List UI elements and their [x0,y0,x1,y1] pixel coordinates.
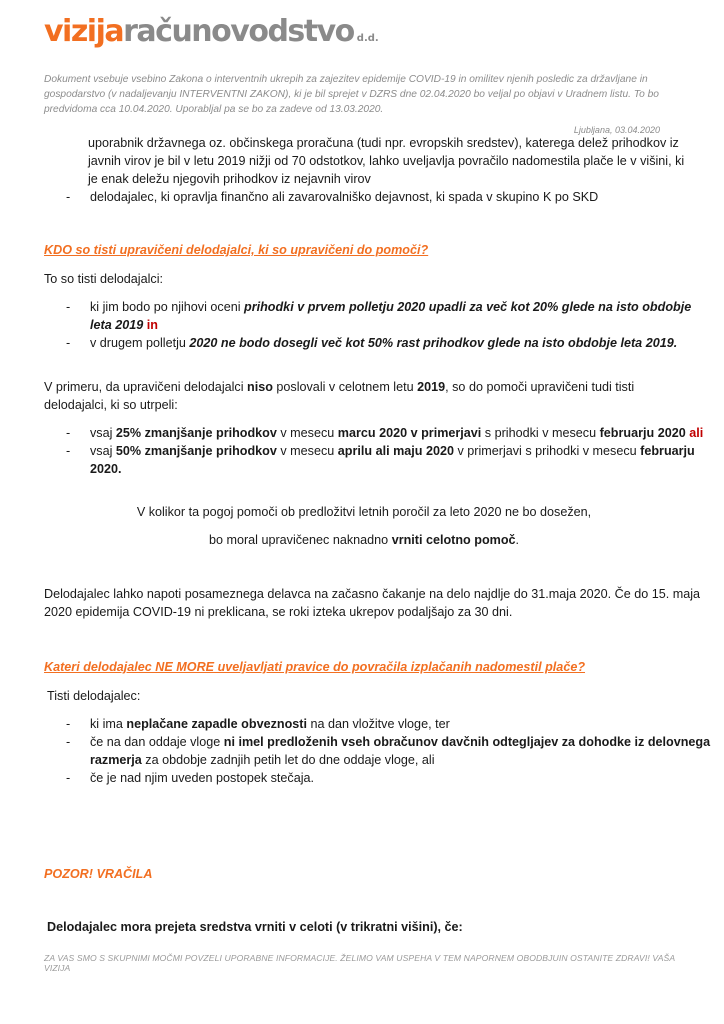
repay-condition-line-1: V kolikor ta pogoj pomoči ob predložitvi letnih poročil za leto 2020 ne bo dosežen, [136,505,592,519]
condition-bullet-1: vsaj 25% zmanjšanje prihodkov v mesecu marcu 2020 v primerjavi s prihodki v mesecu februarju 2020 ali [90,426,704,440]
eligible-bullet-1: ki jim bodo po njihovi oceni prihodki v prvem polletju 2020 upadli za več kot 20% glede na isto obdobje [90,300,692,314]
bullet-dash: - [66,444,71,458]
not-eligible-bullet-2: če na dan oddaje vloge ni imel predloženih vseh obračunov davčnih odtegljajev za dohodke iz delovnega [90,735,711,749]
section3-lead: Delodajalec mora prejeta sredstva vrniti v celoti (v trikratni višini), če: [47,920,463,934]
not-eligible-bullet-3: če je nad njim uveden postopek stečaja. [90,771,315,785]
paragraph-not-operating-line-2: delodajalci, ki so utrpeli: [44,398,178,412]
bullet-dash: - [66,735,71,749]
section2-lead: Tisti delodajalec: [47,689,141,703]
waiting-paragraph-line-1: Delodajalec lahko napoti posameznega delavca na začasno čakanje na delo najdlje do 31.maja 2020. Če do 15. maja [44,587,701,601]
section-heading-not-eligible: Kateri delodajalec NE MORE uveljavljati pravice do povračila izplačanih nadomestil plače? [44,660,586,674]
page-footer: ZA VAS SMO S SKUPNIMI MOČMI POVZELI UPORABNE INFORMACIJE. ŽELIMO VAM USPEHA V TEM NAPORNEM OBODBJUIN OSTANITE ZDRAVI! VAŠA VIZIJA [44,953,675,973]
bullet-dash: - [66,190,71,204]
condition-bullet-2: vsaj 50% zmanjšanje prihodkov v mesecu aprilu ali maju 2020 v primerjavi s prihodki v mesecu februarju [90,444,695,458]
intro-line-2: javnih virov je bil v letu 2019 nižji od 70 odstotkov, lahko uveljavlja povračilo nadomestila plače le v višini, ki [88,154,685,168]
repay-condition-line-2: bo moral upravičenec naknadno vrniti celotno pomoč. [208,533,520,547]
bullet-dash: - [66,771,71,785]
company-logo [44,14,379,49]
not-eligible-bullet-1: ki ima neplačane zapadle obveznosti na dan vložitve vloge, ter [90,717,450,731]
section1-lead: To so tisti delodajalci: [44,272,164,286]
not-eligible-bullet-2-cont: razmerja za obdobje zadnjih petih let do dne oddaje vloge, ali [90,753,435,767]
waiting-paragraph-line-2: 2020 epidemija COVID-19 ni preklicana, se roki izteka ukrepov podaljšajo za 30 dni. [44,605,513,619]
bullet-dash: - [66,717,71,731]
intro-line-3: je enak deležu njegovih prihodkov iz nejavnih virov [88,172,371,186]
bullet-dash: - [66,426,71,440]
logo-part-racunovodstvo: računovodstvo [123,14,354,49]
dateline: Ljubljana, 03.04.2020 [573,125,660,135]
eligible-bullet-2: v drugem polletju 2020 ne bodo dosegli več kot 50% rast prihodkov glede na isto obdobje leta 2019. [90,336,678,350]
bullet-dash: - [66,300,71,314]
logo-part-vizija: vizija [44,14,124,49]
section-heading-repayment: POZOR! VRAČILA [44,867,153,881]
intro-line-1: uporabnik državnega oz. občinskega proračuna (tudi npr. evropskih sredstev), katerega delež prihodkov iz [88,136,679,150]
paragraph-not-operating-line-1: V primeru, da upravičeni delodajalci niso poslovali v celotnem letu 2019, so do pomoči upravičeni tudi tisti [44,380,635,394]
disclaimer-text: Dokument vsebuje vsebino Zakona o interventnih ukrepih za zajezitev epidemije COVID-19 in omilitev njenih posledic za državljane in gospodarstvo (v nadaljevanju INTERVENTNI ZAKON), ki je bil sprejet v DZRS dne 02.04.2020 bo veljal po objavi v Uradnem listu. To bo predvidoma cca 10.04.2020. Uporabljal pa se bo za zadeve od 13.03.2020. [44,74,659,115]
condition-bullet-2-cont: 2020. [90,462,122,476]
section-heading-eligible: KDO so tisti upravičeni delodajalci, ki so upravičeni do pomoči? [44,243,429,257]
intro-bullet: delodajalec, ki opravlja finančno ali zavarovalniško dejavnost, ki spada v skupino K po SKD [90,190,599,204]
eligible-bullet-1-cont: leta 2019 in [90,318,158,332]
logo-suffix: d.d. [356,33,379,44]
bullet-dash: - [66,336,71,350]
